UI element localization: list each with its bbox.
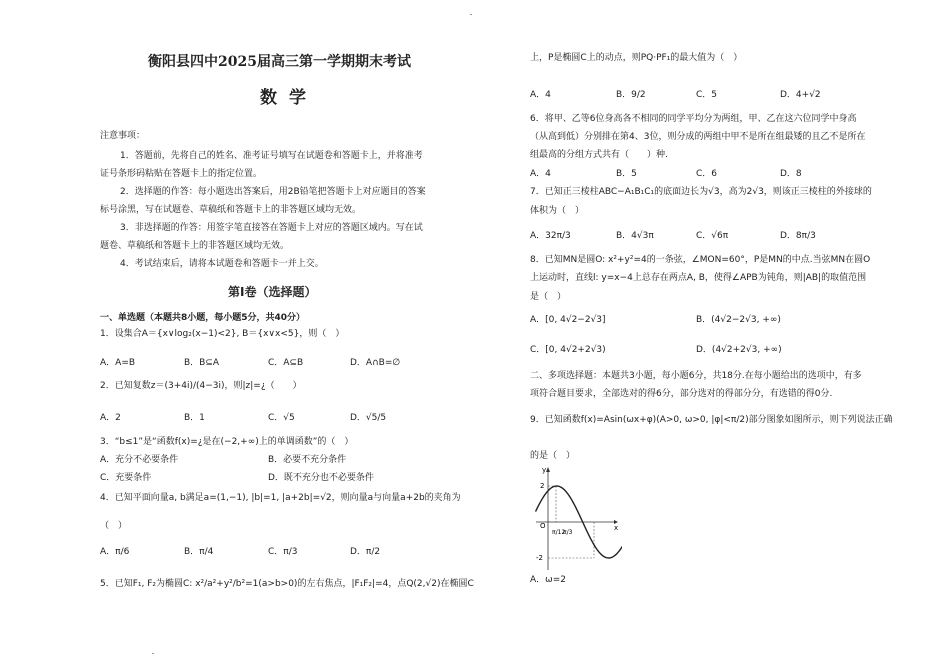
note-line: 1．答题前，先将自己的姓名、准考证号填写在试题卷和答题卡上，并将准考 (120, 151, 423, 161)
question-4-paren: （ ） (100, 521, 128, 531)
q2-option-d: D．√5/5 (350, 413, 387, 423)
q8-option-b: B．(4√2−2√3, +∞) (696, 315, 781, 325)
q5-option-b: B．9/2 (616, 90, 646, 100)
note-line: 3．非选择题的作答：用签字笔直接答在答题卡上对应的答题区域内。写在试 (120, 223, 423, 233)
q8-option-c: C．[0, 4√2+2√3) (530, 345, 606, 355)
question-2-stem: 2．已知复数z＝(3+4i)/(4−3i)，则|z|=¿（ ） (100, 381, 302, 391)
q1-option-d: D．A∩B=∅ (350, 358, 401, 368)
question-6-line: 6．将甲、乙等6位身高各不相同的同学平均分为两组，甲、乙在这六位同学中身高 (530, 114, 857, 124)
question-8-line: 8．已知MN是圆O: x²+y²=4的一条弦，∠MON=60°，P是MN的中点.当弦MN在圆O (530, 255, 871, 265)
q3-option-b: B．必要不充分条件 (268, 455, 347, 465)
q4-option-d: D．π/2 (350, 547, 381, 557)
q5-option-d: D．4+√2 (780, 90, 821, 100)
question-1-stem: 1．设集合A＝{x∨log₂(x−1)<2}, B＝{x∨x<5}，则（ ） (100, 329, 345, 339)
q5-option-c: C．5 (696, 90, 718, 100)
exam-title: 衡阳县四中2025届高三第一学期期末考试 (148, 54, 411, 70)
note-line: 证号条形码粘贴在答题卡上的指定位置。 (100, 169, 263, 179)
q3-option-a: A．充分不必要条件 (100, 455, 179, 465)
question-9-cont: 的是（ ） (530, 451, 576, 461)
question-3-stem: 3．“b≤1”是“函数f(x)=¿是在(−2,+∞)上的单调函数”的（ ） (100, 437, 354, 447)
left-column (100, 0, 472, 672)
part-title: 一、单选题（本题共8小题，每小题5分，共40分） (100, 313, 306, 323)
question-6-line: 组最高的分组方式共有（ ）种. (530, 150, 668, 160)
y-axis-arrow (546, 467, 550, 472)
q2-option-c: C．√5 (268, 413, 295, 423)
q1-option-b: B．B⊆A (184, 358, 220, 368)
q5-option-a: A．4 (530, 90, 551, 100)
q6-option-a: A．4 (530, 169, 551, 179)
q6-option-b: B．5 (616, 169, 637, 179)
q7-option-d: D．8π/3 (780, 231, 816, 241)
q4-option-b: B．π/4 (184, 547, 214, 557)
x-tick2-label: π/3 (563, 529, 573, 536)
note-line: 4．考试结束后，请将本试题卷和答题卡一并上交。 (120, 259, 324, 269)
subject-title: 数学 (260, 88, 318, 108)
q4-option-a: A．π/6 (100, 547, 130, 557)
section-heading: 第Ⅰ卷（选择题） (228, 285, 317, 299)
y-axis-label: y (542, 466, 547, 474)
question-5-continued: 上，P是椭圆C上的动点，则PQ·PF₁的最大值为（ ） (530, 53, 743, 63)
sine-graph (530, 464, 622, 574)
q8-option-d: D．(4√2+2√3, +∞) (696, 345, 782, 355)
q4-option-c: C．π/3 (268, 547, 298, 557)
origin-label: O (540, 522, 546, 530)
question-4-stem: 4．已知平面向量a, b满足a=(1,−1), |b|=1, |a+2b|=√2，则向量a与向量a+2b的夹角为 (100, 493, 461, 503)
q8-option-a: A．[0, 4√2−2√3] (530, 315, 606, 325)
part2-line: 项符合题目要求，全部选对的得6分，部分选对的得部分分，有选错的得0分. (530, 389, 833, 399)
question-8-line: 是（ ） (530, 292, 567, 302)
y-max-label: 2 (540, 482, 545, 490)
right-column (530, 0, 892, 672)
part2-line: 二、多项选择题：本题共3小题，每小题6分，共18分.在每小题给出的选项中，有多 (530, 371, 862, 381)
question-7-line: 体积为（ ） (530, 206, 585, 216)
q3-option-c: C．充要条件 (100, 473, 152, 483)
y-min-label: -2 (536, 554, 543, 562)
notes-heading: 注意事项： (100, 131, 146, 141)
q6-option-d: D．8 (780, 169, 802, 179)
q7-option-c: C．√6π (696, 231, 729, 241)
q6-option-c: C．6 (696, 169, 718, 179)
question-8-line: 上运动时，直线l: y=x−4上总存在两点A, B，使得∠APB为钝角，则|AB|的取值范围 (530, 273, 867, 283)
question-7-line: 7．已知正三棱柱ABC−A₁B₁C₁的底面边长为√3，高为2√3，则该正三棱柱的外接球的 (530, 187, 872, 197)
q7-option-a: A．32π/3 (530, 231, 571, 241)
note-line: 标号涂黑，写在试题卷、草稿纸和答题卡上的非答题区域均无效。 (100, 205, 362, 215)
x-tick1-label: π/12 (552, 529, 566, 536)
q1-option-a: A．A=B (100, 358, 136, 368)
q2-option-b: B．1 (184, 413, 205, 423)
question-6-line: （从高到低）分别排在第4、3位，则分成的两组中甲不是所在组最矮的且乙不是所在 (530, 132, 866, 142)
q3-option-d: D．既不充分也不必要条件 (268, 473, 374, 483)
question-5-stem: 5．已知F₁, F₂为椭圆C: x²/a²+y²/b²=1(a>b>0)的左右焦点，|F₁F₂|=4，点Q(2,√2)在椭圆C (100, 579, 474, 589)
q9-option-a: A．ω=2 (530, 575, 566, 585)
q2-option-a: A．2 (100, 413, 121, 423)
note-line: 2．选择题的作答：每小题选出答案后，用2B铅笔把答题卡上对应题目的答案 (120, 187, 426, 197)
x-axis-label: x (614, 524, 619, 532)
q7-option-b: B．4√3π (616, 231, 654, 241)
question-9-stem: 9．已知函数f(x)=Asin(ωx+φ)(A>0, ω>0, |φ|<π/2)部分图象如图所示，则下列说法正确 (530, 415, 893, 425)
note-line: 题卷、草稿纸和答题卡上的非答题区域均无效。 (100, 241, 290, 251)
q1-option-c: C．A⊆B (268, 358, 304, 368)
